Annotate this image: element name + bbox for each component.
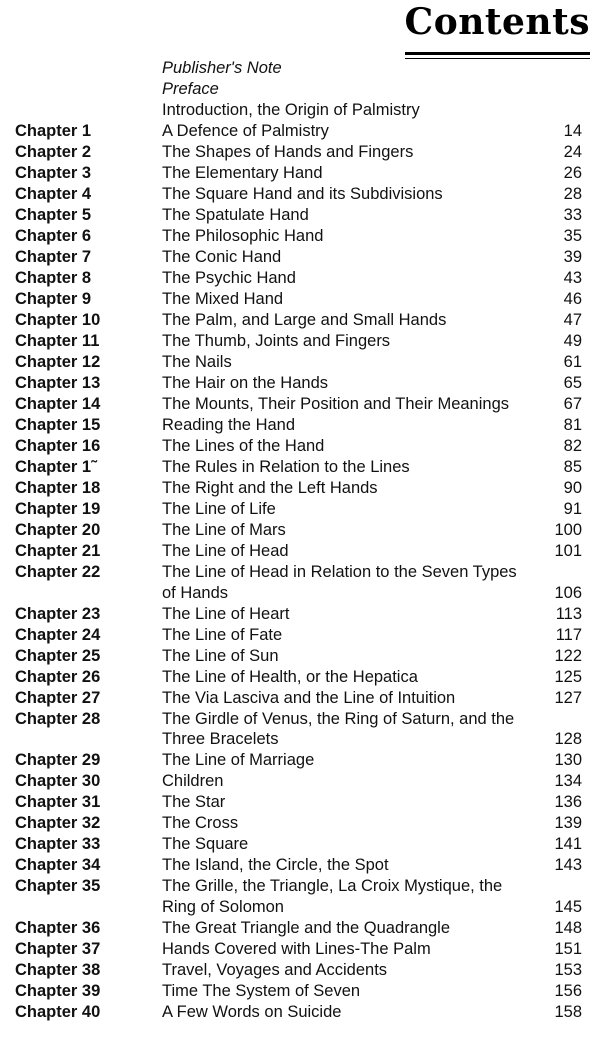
toc-chapter-label: Chapter 24	[15, 625, 101, 644]
toc-chapter-row	[0, 960, 600, 981]
toc-entry-title: Time The System of Seven	[162, 981, 361, 1000]
toc-entry-title: The Cross	[162, 814, 239, 833]
toc-entry-title: Children	[162, 772, 224, 791]
toc-page-number: 134	[554, 772, 582, 791]
toc-chapter-row	[0, 289, 600, 310]
toc-entry-title: The Nails	[162, 353, 232, 371]
toc-page-number: 113	[555, 604, 582, 623]
toc-chapter-row	[0, 981, 600, 1002]
toc-page-number: 90	[563, 479, 582, 498]
toc-entry-title: The Spatulate Hand	[162, 206, 309, 224]
toc-chapter-row	[0, 352, 600, 373]
toc-chapter-row	[0, 163, 600, 184]
toc-page-number: 28	[563, 185, 582, 204]
toc-page-number: 49	[563, 332, 582, 351]
toc-chapter-label: Chapter 22	[15, 563, 101, 581]
toc-chapter-label: Chapter 6	[15, 227, 92, 245]
toc-page-number: 14	[563, 122, 582, 141]
toc-page-number: 43	[563, 269, 582, 288]
toc-entry-title: The Line of Life	[162, 500, 276, 518]
toc-page-number: 100	[554, 521, 582, 540]
toc-chapter-label: Chapter 12	[15, 353, 101, 371]
page-title: Contents	[404, 1, 590, 43]
toc-entry-title: The Mixed Hand	[162, 290, 284, 308]
toc-page-number: 141	[554, 835, 582, 854]
toc-entry-title: The Line of Sun	[162, 646, 279, 665]
toc-chapter-row	[0, 918, 600, 939]
toc-entry-title: The Line of Marriage	[162, 751, 315, 770]
toc-entry-title: The Hair on the Hands	[162, 374, 329, 392]
toc-entry-title: The Philosophic Hand	[162, 227, 324, 245]
toc-chapter-label: Chapter 32	[15, 814, 101, 833]
toc-entry-title: The Line of Head in Relation to the Seven Types of Hands	[162, 563, 517, 602]
toc-page-number: 91	[563, 500, 582, 519]
toc-chapter-row	[0, 876, 600, 918]
toc-chapter-row	[0, 541, 600, 562]
toc-front-matter-row	[0, 79, 600, 100]
toc-chapter-row	[0, 688, 600, 709]
toc-chapter-row	[0, 855, 600, 876]
toc-entry-title: The Line of Fate	[162, 625, 283, 644]
toc-entry-title: The Star	[162, 793, 226, 812]
toc-chapter-label: Chapter 36	[15, 918, 101, 937]
toc-entry-title: The Conic Hand	[162, 248, 282, 266]
toc-chapter-row	[0, 415, 600, 436]
toc-chapter-label: Chapter 40	[15, 1002, 101, 1021]
toc-chapter-row	[0, 646, 600, 667]
toc-entry-title: Reading the Hand	[162, 416, 296, 434]
toc-chapter-row	[0, 562, 600, 604]
toc-entry-title: The Psychic Hand	[162, 269, 296, 287]
toc-page-number: 82	[563, 437, 582, 456]
toc-page-number: 33	[563, 206, 582, 225]
toc-entry-title: The Via Lasciva and the Line of Intuition	[162, 688, 456, 707]
toc-page-number: 136	[554, 793, 582, 812]
toc-entry-title: The Elementary Hand	[162, 164, 323, 182]
toc-chapter-label: Chapter 20	[15, 521, 101, 539]
toc-entry-title: The Thumb, Joints and Fingers	[162, 332, 391, 350]
toc-page-number: 61	[563, 353, 582, 372]
toc-chapter-label: Chapter 33	[15, 835, 101, 854]
toc-chapter-row	[0, 792, 600, 813]
toc-chapter-row	[0, 750, 600, 771]
toc-entry-title: Introduction, the Origin of Palmistry	[162, 101, 420, 119]
toc-entry-title: The Island, the Circle, the Spot	[162, 856, 389, 875]
toc-entry-title: The Line of Head	[162, 542, 289, 560]
toc-chapter-row	[0, 771, 600, 792]
toc-entry-title: The Square Hand and its Subdivisions	[162, 185, 443, 203]
toc-chapter-label: Chapter 7	[15, 248, 92, 266]
toc-chapter-row	[0, 394, 600, 415]
toc-entry-title: The Line of Heart	[162, 604, 290, 623]
toc-chapter-row	[0, 226, 600, 247]
toc-chapter-label: Chapter 15	[15, 416, 101, 434]
title-rule-thick	[405, 52, 590, 55]
toc-chapter-row	[0, 184, 600, 205]
toc-chapter-row	[0, 142, 600, 163]
toc-entry-title: The Lines of the Hand	[162, 437, 325, 455]
toc-page-number: 153	[554, 960, 582, 979]
toc-chapter-label: Chapter 1	[15, 122, 92, 140]
toc-page-number: 127	[554, 688, 582, 707]
toc-chapter-label: Chapter 23	[15, 604, 101, 623]
toc-entry-title: Hands Covered with Lines-The Palm	[162, 939, 431, 958]
toc-chapter-row	[0, 205, 600, 226]
toc-entry-title: The Line of Mars	[162, 521, 286, 539]
toc-chapter-label: Chapter 13	[15, 374, 101, 392]
toc-chapter-label: Chapter 39	[15, 981, 101, 1000]
toc-page-number: 151	[554, 939, 582, 958]
toc-chapter-label: Chapter 26	[15, 667, 101, 686]
toc-front-matter-row	[0, 100, 600, 121]
toc-entry-title: The Shapes of Hands and Fingers	[162, 143, 414, 161]
toc-page-number: 106	[554, 583, 582, 602]
toc-chapter-label: Chapter 25	[15, 646, 101, 665]
toc-chapter-label: Chapter 11	[15, 332, 100, 350]
toc-chapter-row	[0, 625, 600, 646]
toc-entry-title: The Mounts, Their Position and Their Meanings	[162, 395, 509, 413]
toc-entry-title: A Defence of Palmistry	[162, 122, 329, 140]
toc-chapter-label: Chapter 27	[15, 688, 101, 707]
toc-chapter-row	[0, 939, 600, 960]
toc-page-number: 47	[563, 311, 582, 330]
toc-chapter-row	[0, 331, 600, 352]
toc-entry-title: A Few Words on Suicide	[162, 1002, 342, 1021]
toc-chapter-label: Chapter 4	[15, 185, 92, 203]
toc-chapter-label: Chapter 29	[15, 751, 101, 770]
toc-chapter-label: Chapter 14	[15, 395, 101, 413]
toc-chapter-row	[0, 268, 600, 289]
toc-entry-title: The Square	[162, 835, 249, 854]
toc-entry-title: Travel, Voyages and Accidents	[162, 960, 388, 979]
toc-chapter-row	[0, 709, 600, 751]
toc-chapter-row	[0, 667, 600, 688]
toc-entry-title: The Line of Health, or the Hepatica	[162, 667, 418, 686]
toc-chapter-row	[0, 478, 600, 499]
toc-chapter-row	[0, 499, 600, 520]
toc-chapter-row	[0, 834, 600, 855]
toc-page-number: 101	[554, 542, 582, 561]
toc-chapter-label: Chapter 34	[15, 856, 101, 875]
toc-chapter-row	[0, 373, 600, 394]
toc-page-number: 148	[554, 918, 582, 937]
toc-page-number: 117	[555, 625, 582, 644]
toc-chapter-label: Chapter 21	[15, 542, 101, 560]
toc-chapter-row	[0, 1002, 600, 1023]
toc-chapter-row	[0, 604, 600, 625]
toc-entry-title: Publisher's Note	[162, 59, 282, 77]
toc-chapter-label: Chapter 9	[15, 290, 92, 308]
toc-entry-title: The Rules in Relation to the Lines	[162, 458, 410, 476]
toc-page-number: 122	[554, 646, 582, 665]
toc-chapter-label: Chapter 10	[15, 311, 101, 329]
toc-page-number: 26	[563, 164, 582, 183]
toc-chapter-row	[0, 121, 600, 142]
toc-page-number: 35	[563, 227, 582, 246]
toc-page-number: 158	[554, 1002, 582, 1021]
toc-entry-title: Preface	[162, 80, 219, 98]
toc-front-matter-row	[0, 58, 600, 79]
toc-chapter-label: Chapter 35	[15, 877, 101, 896]
toc-entry-title: The Right and the Left Hands	[162, 479, 378, 497]
table-of-contents	[0, 58, 600, 1023]
toc-chapter-label: Chapter 28	[15, 709, 101, 728]
toc-chapter-row	[0, 436, 600, 457]
toc-chapter-label: Chapter 8	[15, 269, 92, 287]
toc-chapter-label: Chapter 5	[15, 206, 92, 224]
toc-chapter-label: Chapter 31	[15, 793, 101, 812]
toc-chapter-label: Chapter 16	[15, 437, 101, 455]
toc-page-number: 156	[554, 981, 582, 1000]
toc-chapter-label: Chapter 3	[15, 164, 92, 182]
toc-page-number: 85	[563, 458, 582, 477]
toc-entry-title: The Palm, and Large and Small Hands	[162, 311, 447, 329]
toc-page-number: 130	[554, 751, 582, 770]
toc-chapter-row	[0, 247, 600, 268]
toc-chapter-label: Chapter 30	[15, 772, 101, 791]
toc-chapter-row	[0, 457, 600, 478]
toc-chapter-label: Chapter 1˜	[15, 458, 97, 476]
toc-chapter-label: Chapter 18	[15, 479, 101, 497]
toc-entry-title: The Grille, the Triangle, La Croix Mystique, the Ring of Solomon	[162, 877, 503, 916]
toc-page-number: 143	[554, 856, 582, 875]
toc-chapter-label: Chapter 37	[15, 939, 101, 958]
toc-entry-title: The Girdle of Venus, the Ring of Saturn, and the Three Bracelets	[162, 709, 515, 749]
toc-page-number: 24	[563, 143, 582, 162]
toc-page-number: 65	[563, 374, 582, 393]
toc-chapter-row	[0, 813, 600, 834]
toc-page-number: 139	[554, 814, 582, 833]
toc-entry-title: The Great Triangle and the Quadrangle	[162, 918, 451, 937]
toc-page-number: 145	[554, 897, 582, 916]
toc-page-number: 46	[563, 290, 582, 309]
toc-chapter-row	[0, 520, 600, 541]
toc-chapter-label: Chapter 2	[15, 143, 92, 161]
toc-page-number: 128	[554, 730, 582, 749]
toc-chapter-label: Chapter 19	[15, 500, 101, 518]
toc-chapter-label: Chapter 38	[15, 960, 101, 979]
toc-page-number: 39	[563, 248, 582, 267]
toc-chapter-row	[0, 310, 600, 331]
toc-page-number: 125	[554, 667, 582, 686]
toc-page-number: 81	[563, 416, 582, 435]
toc-page-number: 67	[563, 395, 582, 414]
